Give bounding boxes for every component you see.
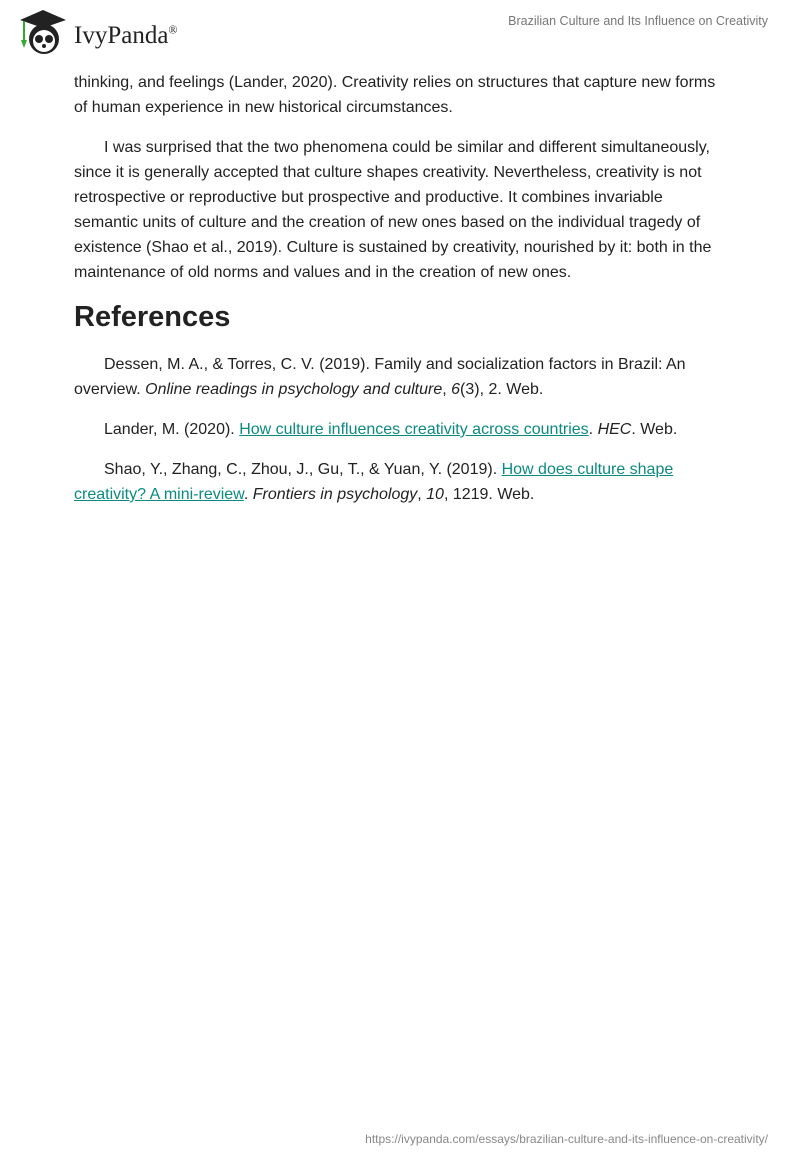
reference-item: Shao, Y., Zhang, C., Zhou, J., Gu, T., & Yuan, Y. (2019). How does culture shape creativity? A mini-review. Frontiers in psychology, 10, 1219. Web. <box>74 461 674 503</box>
paragraph: thinking, and feelings (Lander, 2020). Creativity relies on structures that capture new forms of human experience in new historical circumstances. <box>74 74 716 116</box>
ivypanda-logo[interactable] <box>18 8 178 56</box>
reference-item: Lander, M. (2020). How culture influences creativity across countries. HEC. Web. <box>104 421 678 438</box>
page-url: https://ivypanda.com/essays/brazilian-culture-and-its-influence-on-creativity/ <box>365 1132 768 1146</box>
logo-text: IvyPanda® <box>74 22 178 49</box>
essay-content <box>74 70 726 522</box>
panda-graduate-icon <box>18 8 68 56</box>
paragraph: I was surprised that the two phenomena could be similar and different simultaneously, since it is generally accepted that culture shapes creativity. Nevertheless, creativity is not retrospective or reproductive but prospective and productive. It combines invariable semantic units of culture and the creation of new ones based on the individual tragedy of existence (Shao et al., 2019). Culture is sustained by creativity, nourished by it: both in the maintenance of old norms and values and in the creation of new ones. <box>74 139 712 281</box>
document-title: Brazilian Culture and Its Influence on Creativity <box>508 14 768 28</box>
reference-link[interactable]: How does culture shape creativity? A mini-review <box>74 461 674 503</box>
references-heading: References <box>74 301 231 333</box>
reference-item: Dessen, M. A., & Torres, C. V. (2019). Family and socialization factors in Brazil: An overview. Online readings in psychology and culture, 6(3), 2. Web. <box>74 356 686 398</box>
reference-link[interactable]: How culture influences creativity across countries <box>239 421 589 438</box>
